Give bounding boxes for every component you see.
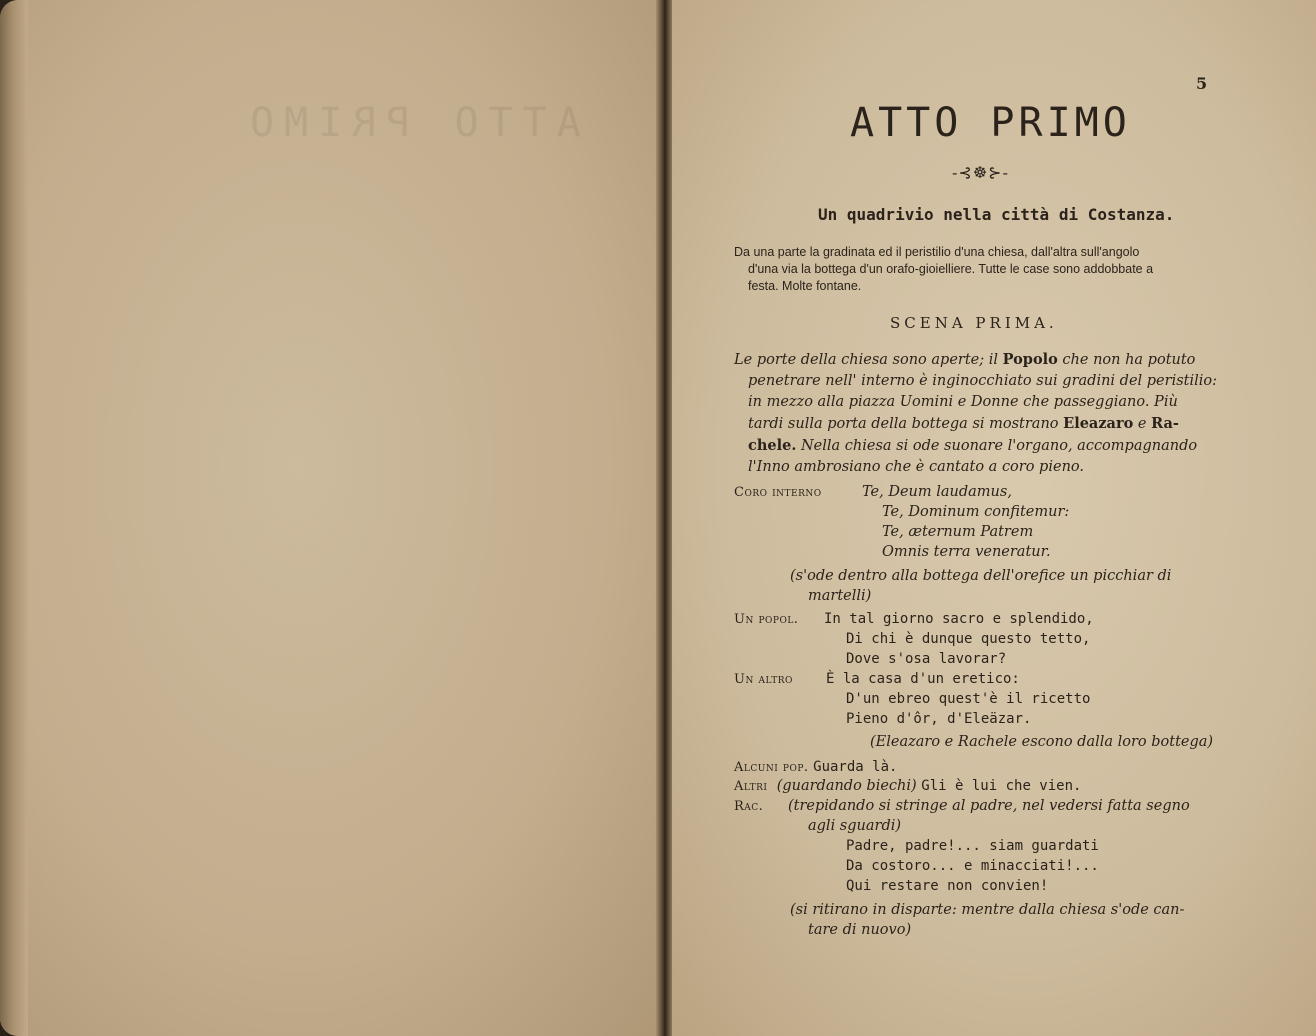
stage-direction-line: l'Inno ambrosiano che è cantato a coro pieno. <box>748 459 1084 475</box>
setting-line: Da una parte la gradinata ed il peristilio d'una chiesa, dall'altra sull'angolo <box>734 245 1140 259</box>
stage-direction <box>734 349 1228 478</box>
stage-direction-line: (s'ode dentro alla bottega dell'orefice un picchiar di <box>790 568 1172 584</box>
verse-line: Dove s'osa lavorar? <box>846 651 1007 667</box>
verse-line: Gli è lui che vien. <box>921 778 1082 794</box>
verse-line: Qui restare non convien! <box>846 878 1049 894</box>
book-gutter <box>656 0 672 1036</box>
verse-line: Guarda là. <box>813 759 898 775</box>
ornament-divider: -⊰☸⊱- <box>952 163 1009 182</box>
speaker-label: Un popol. <box>734 612 799 627</box>
character-eleazaro: Eleazaro <box>1063 415 1134 432</box>
verse-line: Pieno d'ôr, d'Eleäzar. <box>846 711 1032 727</box>
act-title: ATTO PRIMO <box>850 100 1131 146</box>
speaker-label: Rac. <box>734 799 764 814</box>
verse-line: Te, æternum Patrem <box>882 524 1034 540</box>
stage-direction-line: in mezzo alla piazza Uomini e Donne che passeggiano. Più <box>748 394 1178 410</box>
speech-row <box>734 757 897 778</box>
stage-direction-line: penetrare nell' interno è inginocchiato sui gradini del peristilio: <box>748 373 1217 389</box>
stage-direction-inline: (guardando biechi) <box>776 778 917 794</box>
speech-row <box>734 776 1081 797</box>
page-number: 5 <box>1196 74 1208 93</box>
setting-line: d'una via la bottega d'un orafo-gioielliere. Tutte le case sono addobbate a <box>748 262 1154 276</box>
verse-line: In tal giorno sacro e splendido, <box>824 611 1094 627</box>
verse-line: Padre, padre!... siam guardati <box>846 838 1099 854</box>
speaker-label: Altri <box>734 779 768 794</box>
verse-line: Te, Deum laudamus, <box>862 484 1012 500</box>
stage-direction-line: Le porte della chiesa sono aperte; il Popolo che non ha potuto <box>734 351 1196 368</box>
stage-direction-line: tare di nuovo) <box>808 922 912 938</box>
speech-row <box>734 609 798 630</box>
verse-line: È la casa d'un eretico: <box>826 671 1020 687</box>
stage-direction-line: (trepidando si stringe al padre, nel vedersi fatta segno <box>788 798 1190 814</box>
scene-title: SCENA PRIMA. <box>890 314 1058 332</box>
character-rachele: chele. <box>748 437 797 454</box>
setting-description <box>734 244 1226 295</box>
stage-direction-line: (si ritirano in disparte: mentre dalla chiesa s'ode can- <box>790 902 1185 918</box>
stage-direction-line: tardi sulla porta della bottega si mostrano Eleazaro e Ra- <box>748 415 1179 432</box>
speaker-label: Alcuni pop. <box>734 760 809 775</box>
stage-direction-line: martelli) <box>808 588 872 604</box>
bleed-through-text: ATTO PRIMO <box>240 100 581 146</box>
setting-line: festa. Molte fontane. <box>748 279 862 293</box>
speech-row <box>734 669 793 690</box>
verse-line: Da costoro... e minacciati!... <box>846 858 1099 874</box>
speaker-label: Un altro <box>734 672 793 687</box>
verse-line: Omnis terra veneratur. <box>882 544 1051 560</box>
page-edge <box>0 0 28 1036</box>
speech-row <box>734 796 763 817</box>
stage-direction-line: (Eleazaro e Rachele escono dalla loro bottega) <box>870 734 1214 750</box>
stage-direction-line: chele. Nella chiesa si ode suonare l'organo, accompagnando <box>748 437 1198 454</box>
verse-line: Te, Dominum confitemur: <box>882 504 1070 520</box>
speech-row <box>734 482 822 503</box>
place-heading: Un quadrivio nella città di Costanza. <box>818 205 1175 224</box>
character-popolo: Popolo <box>1002 351 1058 368</box>
speaker-label: Coro interno <box>734 485 822 500</box>
stage-direction-line: agli sguardi) <box>808 818 902 834</box>
verse-line: D'un ebreo quest'è il ricetto <box>846 691 1091 707</box>
verse-line: Di chi è dunque questo tetto, <box>846 631 1091 647</box>
